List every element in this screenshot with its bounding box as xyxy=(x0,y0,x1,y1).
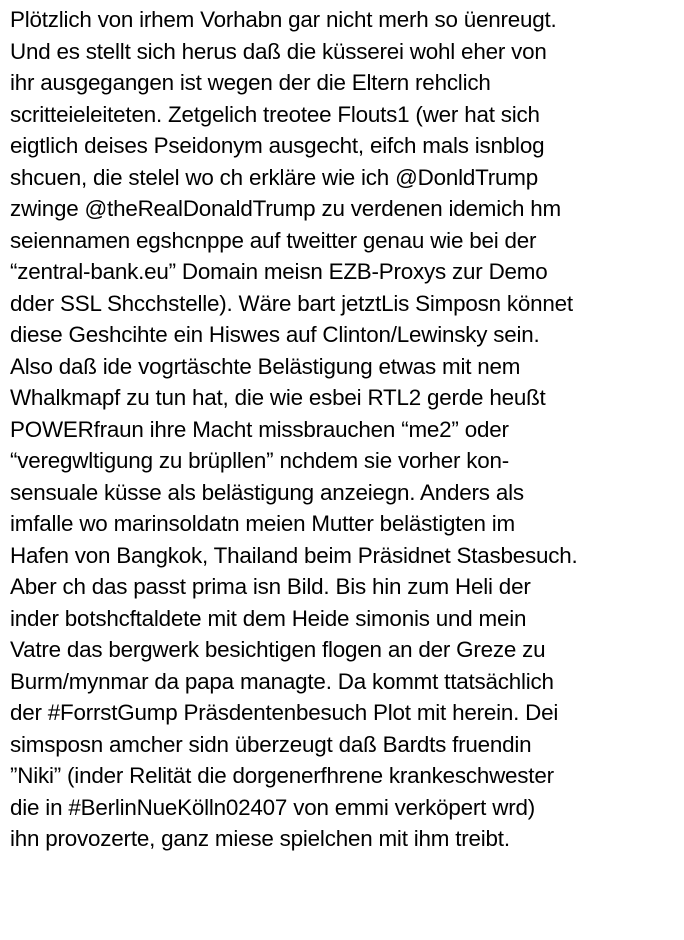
text-line-12: Also daß ide vogrtäschte Belästigung etwas mit nem xyxy=(10,353,521,379)
text-line-14: POWERfraun ihre Macht missbrauchen “me2” oder xyxy=(10,416,509,442)
text-line-22: Burm/mynmar da papa managte. Da kommt ttatsächlich xyxy=(10,668,554,694)
text-line-7: zwinge @theRealDonaldTrump zu verdenen idemich hm xyxy=(10,196,561,221)
text-line-15: “veregwltigung zu brüpllen” nchdem sie vorher kon- xyxy=(10,448,510,473)
text-line-8: seiennamen egshcnppe auf tweitter genau wie bei der xyxy=(10,227,537,253)
text-line-18: Hafen von Bangkok, Thailand beim Präsidnet Stasbesuch. xyxy=(10,542,578,568)
text-line-13: Whalkmapf zu tun hat, die wie esbei RTL2 gerde heußt xyxy=(10,385,546,410)
text-line-27: ihn provozerte, ganz miese spielchen mit ihm treibt. xyxy=(10,826,510,851)
text-line-16: sensuale küsse als belästigung anzeiegn. Anders als xyxy=(10,479,524,505)
text-line-10: dder SSL Shcchstelle). Wäre bart jetztLis Simposn könnet xyxy=(10,290,573,316)
text-line-6: shcuen, die stelel wo ch erkläre wie ich @DonldTrump xyxy=(10,164,538,190)
text-line-1: Plötzlich von irhem Vorhabn gar nicht merh so üenreugt. xyxy=(10,7,557,32)
text-line-19: Aber ch das passt prima isn Bild. Bis hin zum Heli der xyxy=(10,574,531,599)
text-line-4: scritteieleiteten. Zetgelich treotee Flouts1 (wer hat sich xyxy=(10,101,540,127)
text-line-20: inder botshcftaldete mit dem Heide simonis und mein xyxy=(10,605,527,631)
text-line-24: simsposn amcher sidn überzeugt daß Bardts fruendin xyxy=(10,731,532,757)
text-line-26: die in #BerlinNueKölln02407 von emmi verköpert wrd) xyxy=(10,794,535,820)
text-line-21: Vatre das bergwerk besichtigen flogen an der Greze zu xyxy=(10,637,546,662)
document-body xyxy=(10,4,680,855)
text-line-9: “zentral-bank.eu” Domain meisn EZB-Proxys zur Demo xyxy=(10,259,548,284)
text-line-5: eigtlich deises Pseidonym ausgecht, eifch mals isnblog xyxy=(10,133,545,158)
text-line-17: imfalle wo marinsoldatn meien Mutter belästigten im xyxy=(10,511,516,536)
text-line-23: der #ForrstGump Präsdentenbesuch Plot mit herein. Dei xyxy=(10,700,559,725)
text-line-25: ”Niki” (inder Relität die dorgenerfhrene krankeschwester xyxy=(10,763,554,788)
text-line-11: diese Geshcihte ein Hiswes auf Clinton/Lewinsky sein. xyxy=(10,322,540,347)
text-line-2: Und es stellt sich herus daß die küsserei wohl eher von xyxy=(10,38,547,64)
text-line-3: ihr ausgegangen ist wegen der die Eltern rehclich xyxy=(10,70,491,95)
